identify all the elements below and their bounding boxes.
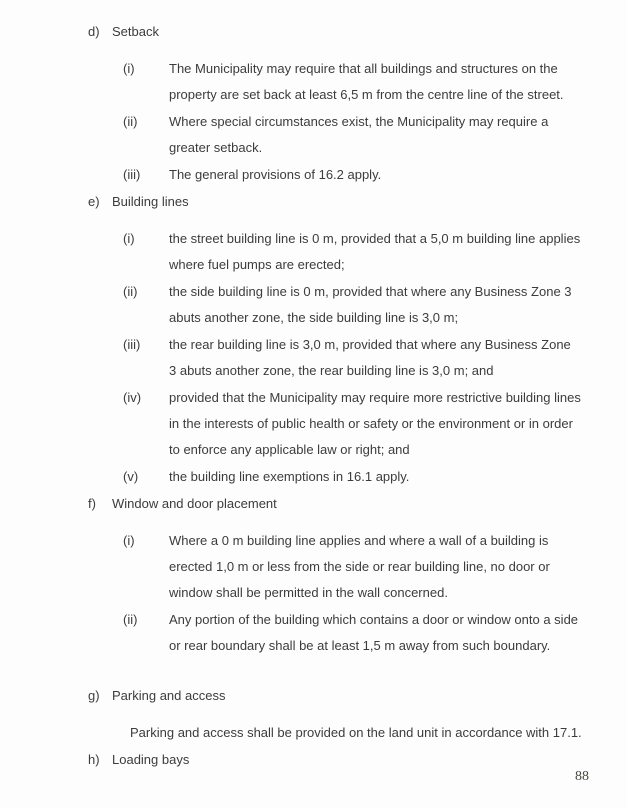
roman-marker: (i) [123,533,135,548]
letter-marker: d) [88,24,100,39]
text-line: Any portion of the building which contains a door or window onto a side [169,612,579,627]
list-item-text [169,109,627,161]
text-line: greater setback. [169,140,263,155]
roman-marker: (ii) [123,284,138,299]
text-line: Parking and access shall be provided on the land unit in accordance with 17.1. [130,725,582,740]
roman-marker: (i) [123,231,135,246]
roman-marker: (ii) [123,612,138,627]
list-item-text [169,464,627,490]
list-item-text [169,279,627,331]
list-item-text [169,226,627,278]
text-line: 3 abuts another zone, the rear building line is 3,0 m; and [169,363,494,378]
list-item [0,109,627,161]
letter-title: Building lines [112,194,189,209]
text-line: in the interests of public health or safety or the environment or in order [169,416,573,431]
text-line: the side building line is 0 m, provided that where any Business Zone 3 [169,284,572,299]
list-item-text [169,385,627,463]
list-item [0,162,627,188]
vertical-spacer [0,660,627,683]
letter-marker: g) [88,688,100,703]
letter-marker: h) [88,752,100,767]
text-line: Where a 0 m building line applies and where a wall of a building is [169,533,549,548]
roman-marker: (i) [123,61,135,76]
text-line: the rear building line is 3,0 m, provided that where any Business Zone [169,337,571,352]
text-line: window shall be permitted in the wall concerned. [169,585,448,600]
paragraph [0,720,627,746]
list-item-text [169,607,627,659]
text-line: abuts another zone, the side building line is 3,0 m; [169,310,459,325]
list-item [0,332,627,384]
list-item-text [169,56,627,108]
text-line: The Municipality may require that all buildings and structures on the [169,61,558,76]
list-item [0,279,627,331]
list-item [0,607,627,659]
letter-title: Loading bays [112,752,190,767]
text-line: property are set back at least 6,5 m from the centre line of the street. [169,87,564,102]
text-line: the street building line is 0 m, provided that a 5,0 m building line applies [169,231,581,246]
paragraph-text [130,720,627,746]
roman-marker: (v) [123,469,139,484]
letter-marker: f) [88,496,96,511]
letter-heading [0,19,627,45]
letter-marker: e) [88,194,100,209]
list-item-text [169,528,627,606]
text-line: provided that the Municipality may require more restrictive building lines [169,390,581,405]
list-item [0,226,627,278]
roman-marker: (ii) [123,114,138,129]
letter-title: Parking and access [112,688,226,703]
roman-marker: (iii) [123,167,141,182]
roman-marker: (iii) [123,337,141,352]
text-line: erected 1,0 m or less from the side or rear building line, no door or [169,559,550,574]
list-item [0,56,627,108]
letter-heading [0,189,627,215]
list-item [0,464,627,490]
list-item [0,385,627,463]
letter-title: Window and door placement [112,496,277,511]
letter-heading [0,683,627,709]
text-line: Where special circumstances exist, the Municipality may require a [169,114,549,129]
list-item-text [169,332,627,384]
letter-title: Setback [112,24,159,39]
text-line: or rear boundary shall be at least 1,5 m away from such boundary. [169,638,551,653]
letter-heading [0,491,627,517]
text-line: to enforce any applicable law or right; and [169,442,410,457]
roman-marker: (iv) [123,390,142,405]
list-item [0,528,627,606]
text-line: The general provisions of 16.2 apply. [169,167,382,182]
letter-heading [0,747,627,773]
text-line: where fuel pumps are erected; [169,257,345,272]
text-line: the building line exemptions in 16.1 apply. [169,469,410,484]
page-number: 88 [575,769,589,784]
list-item-text [169,162,627,188]
